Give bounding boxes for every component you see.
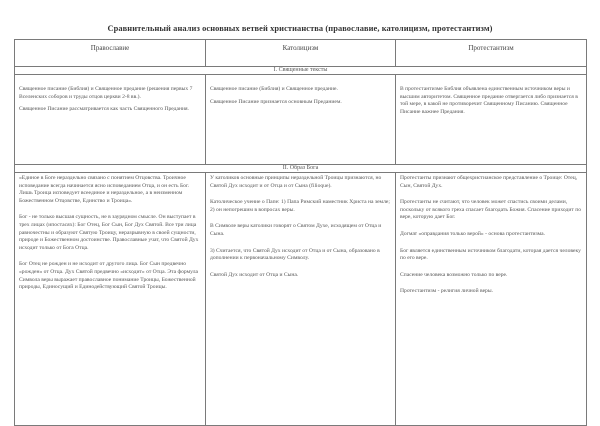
cell-text: Спасение человека возможно только по вере. [400,271,508,278]
cell-text: У католиков основные принципы нераздельной Троицы признаются, но Святой Дух исходит и от Отца и от Сына (filioque). [210,175,382,189]
cell-text: В Символе веры католики говорят о Святом Духе, исходящем от Отца и Сына. [210,223,382,237]
cell-text: Догмат «оправдания только верой» - основа протестантизма. [400,230,546,237]
section-row [15,165,587,173]
section-label: I. Священные тексты [15,67,587,75]
cell-text: В протестантизме Библия объявлена единственным источником веры и высшим авторитетом. Священное предание отвергается либо признается в той мере, в какой не противоречит Священному Писанию. Священное Писание важнее Предания. [400,86,578,115]
cell-text: Священное писание (Библия) и Священное предание. [210,86,338,92]
header-catholicism: Католицизм [206,40,396,67]
section-row [15,67,587,75]
cell-text: Святой Дух исходит от Отца и Сына. [210,271,299,278]
cell-text: Протестанты признают общехристианское представление о Троице: Отец, Сын, Святой Дух. [400,175,578,189]
cell-text: Бог Отец не рожден и не исходит от другого лица. Бог Сын предвечно «рожден» от Отца. Дух Святой предвечно «исходит» от Отца. Эта формула Символа веры выражает православное понимание Троицы, Божественной природы, Единосущий и Единодействующий Святой Троицы. [19,261,199,291]
cell-protestantism [396,173,587,426]
cell-text: Протестанты не считают, что человек может спастись своими делами, поскольку от всякого греха спасает благодать Божия. Спасение приходит по вере, которую дает Бог. [400,199,582,221]
cell-orthodoxy [15,75,206,165]
cell-text: Протестантизм - религия личной веры. [400,288,494,295]
cell-text: Священное Писание признается основным Преданием. [210,98,342,105]
table-row [15,75,587,165]
cell-catholicism [206,173,396,426]
header-protestantism: Протестантизм [396,40,587,67]
cell-orthodoxy [15,173,206,426]
document-title: Сравнительный анализ основных ветвей христианства (православие, католицизм, протестантизм) [107,24,493,33]
cell-text: «Единое в Боге нераздельно связано с понятием Отцовства. Троичное исповедание всегда начинается ясно исповеданием Отца, и он есть Бог. Лишь Троица исповедует всеединое и нераздельное, а в неизменном Божественном Отцовстве, Единство и Троица». [19,175,190,204]
cell-protestantism [396,75,587,165]
cell-catholicism [206,75,396,165]
cell-text: Бог является единственным источником благодати, которая дается человеку по его вере. [400,247,581,262]
cell-text: Священное Писание рассматривается как часть Священного Предания. [19,106,189,113]
comparison-table [14,39,587,426]
section-label: II. Образ Бога [15,165,587,173]
header-orthodoxy: Православие [15,40,206,67]
cell-text: 3) Считается, что Святой Дух исходит от Отца и от Сына, образовано в дополнении к первоначальному Символу. [210,247,380,262]
header-row [15,40,587,67]
cell-text: Священное писание (Библия) и Священное предание (решения первых 7 Вселенских соборов и труды отцов церкви 2-8 вв.). [19,86,193,100]
cell-text: Бог - не только высшая сущность, не в заурядном смысле. Он выступает в трех лицах (ипостасях): Бог Отец, Бог Сын, Бог Дух Святой. Все три лица равночестны и образуют Святую Троицу, неразрывную в своей сущности, природе и Божественном достоинстве. Православные учат, что Святой Дух исходит только от Бога Отца. [19,214,199,251]
table-row [15,173,587,426]
cell-text: Католическое учение о Папе: 1) Папа Римский наместник Христа на земле; 2) он непогрешим в вопросах веры. [210,199,390,213]
